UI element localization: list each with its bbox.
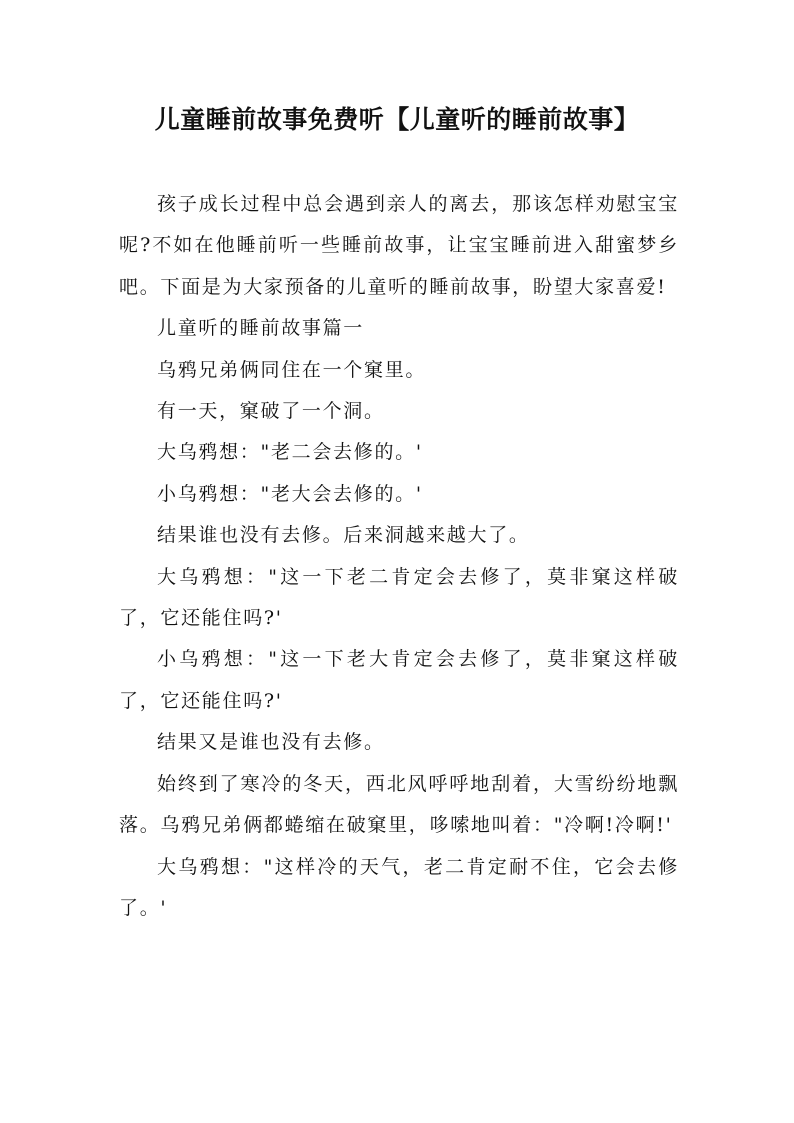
story-paragraph: 始终到了寒冷的冬天，西北风呼呼地刮着，大雪纷纷地飘落。乌鸦兄弟俩都蜷缩在破窠里，哆嗦地叫着："冷啊!冷啊!' <box>119 772 679 837</box>
story-paragraph: 小乌鸦想："老大会去修的。' <box>157 482 423 505</box>
section-heading: 儿童听的睡前故事篇一 <box>157 317 365 340</box>
document-title: 儿童睡前故事免费听【儿童听的睡前故事】 <box>154 105 640 134</box>
story-paragraph: 大乌鸦想："老二会去修的。' <box>157 441 423 464</box>
story-paragraph: 结果又是谁也没有去修。 <box>157 731 385 754</box>
story-paragraph: 乌鸦兄弟俩同住在一个窠里。 <box>157 358 427 381</box>
story-paragraph: 结果谁也没有去修。后来洞越来越大了。 <box>157 524 530 547</box>
document-body <box>119 184 679 929</box>
intro-paragraph: 孩子成长过程中总会遇到亲人的离去，那该怎样劝慰宝宝呢?不如在他睡前听一些睡前故事，让宝宝睡前进入甜蜜梦乡吧。下面是为大家预备的儿童听的睡前故事，盼望大家喜爱! <box>119 193 679 298</box>
story-paragraph: 有一天，窠破了一个洞。 <box>157 400 385 423</box>
story-paragraph: 小乌鸦想："这一下老大肯定会去修了，莫非窠这样破了，它还能住吗?' <box>119 648 679 712</box>
story-paragraph: 大乌鸦想："这一下老二肯定会去修了，莫非窠这样破了，它还能住吗?' <box>119 565 679 630</box>
story-paragraph: 大乌鸦想："这样冷的天气，老二肯定耐不住，它会去修了。' <box>119 855 679 919</box>
